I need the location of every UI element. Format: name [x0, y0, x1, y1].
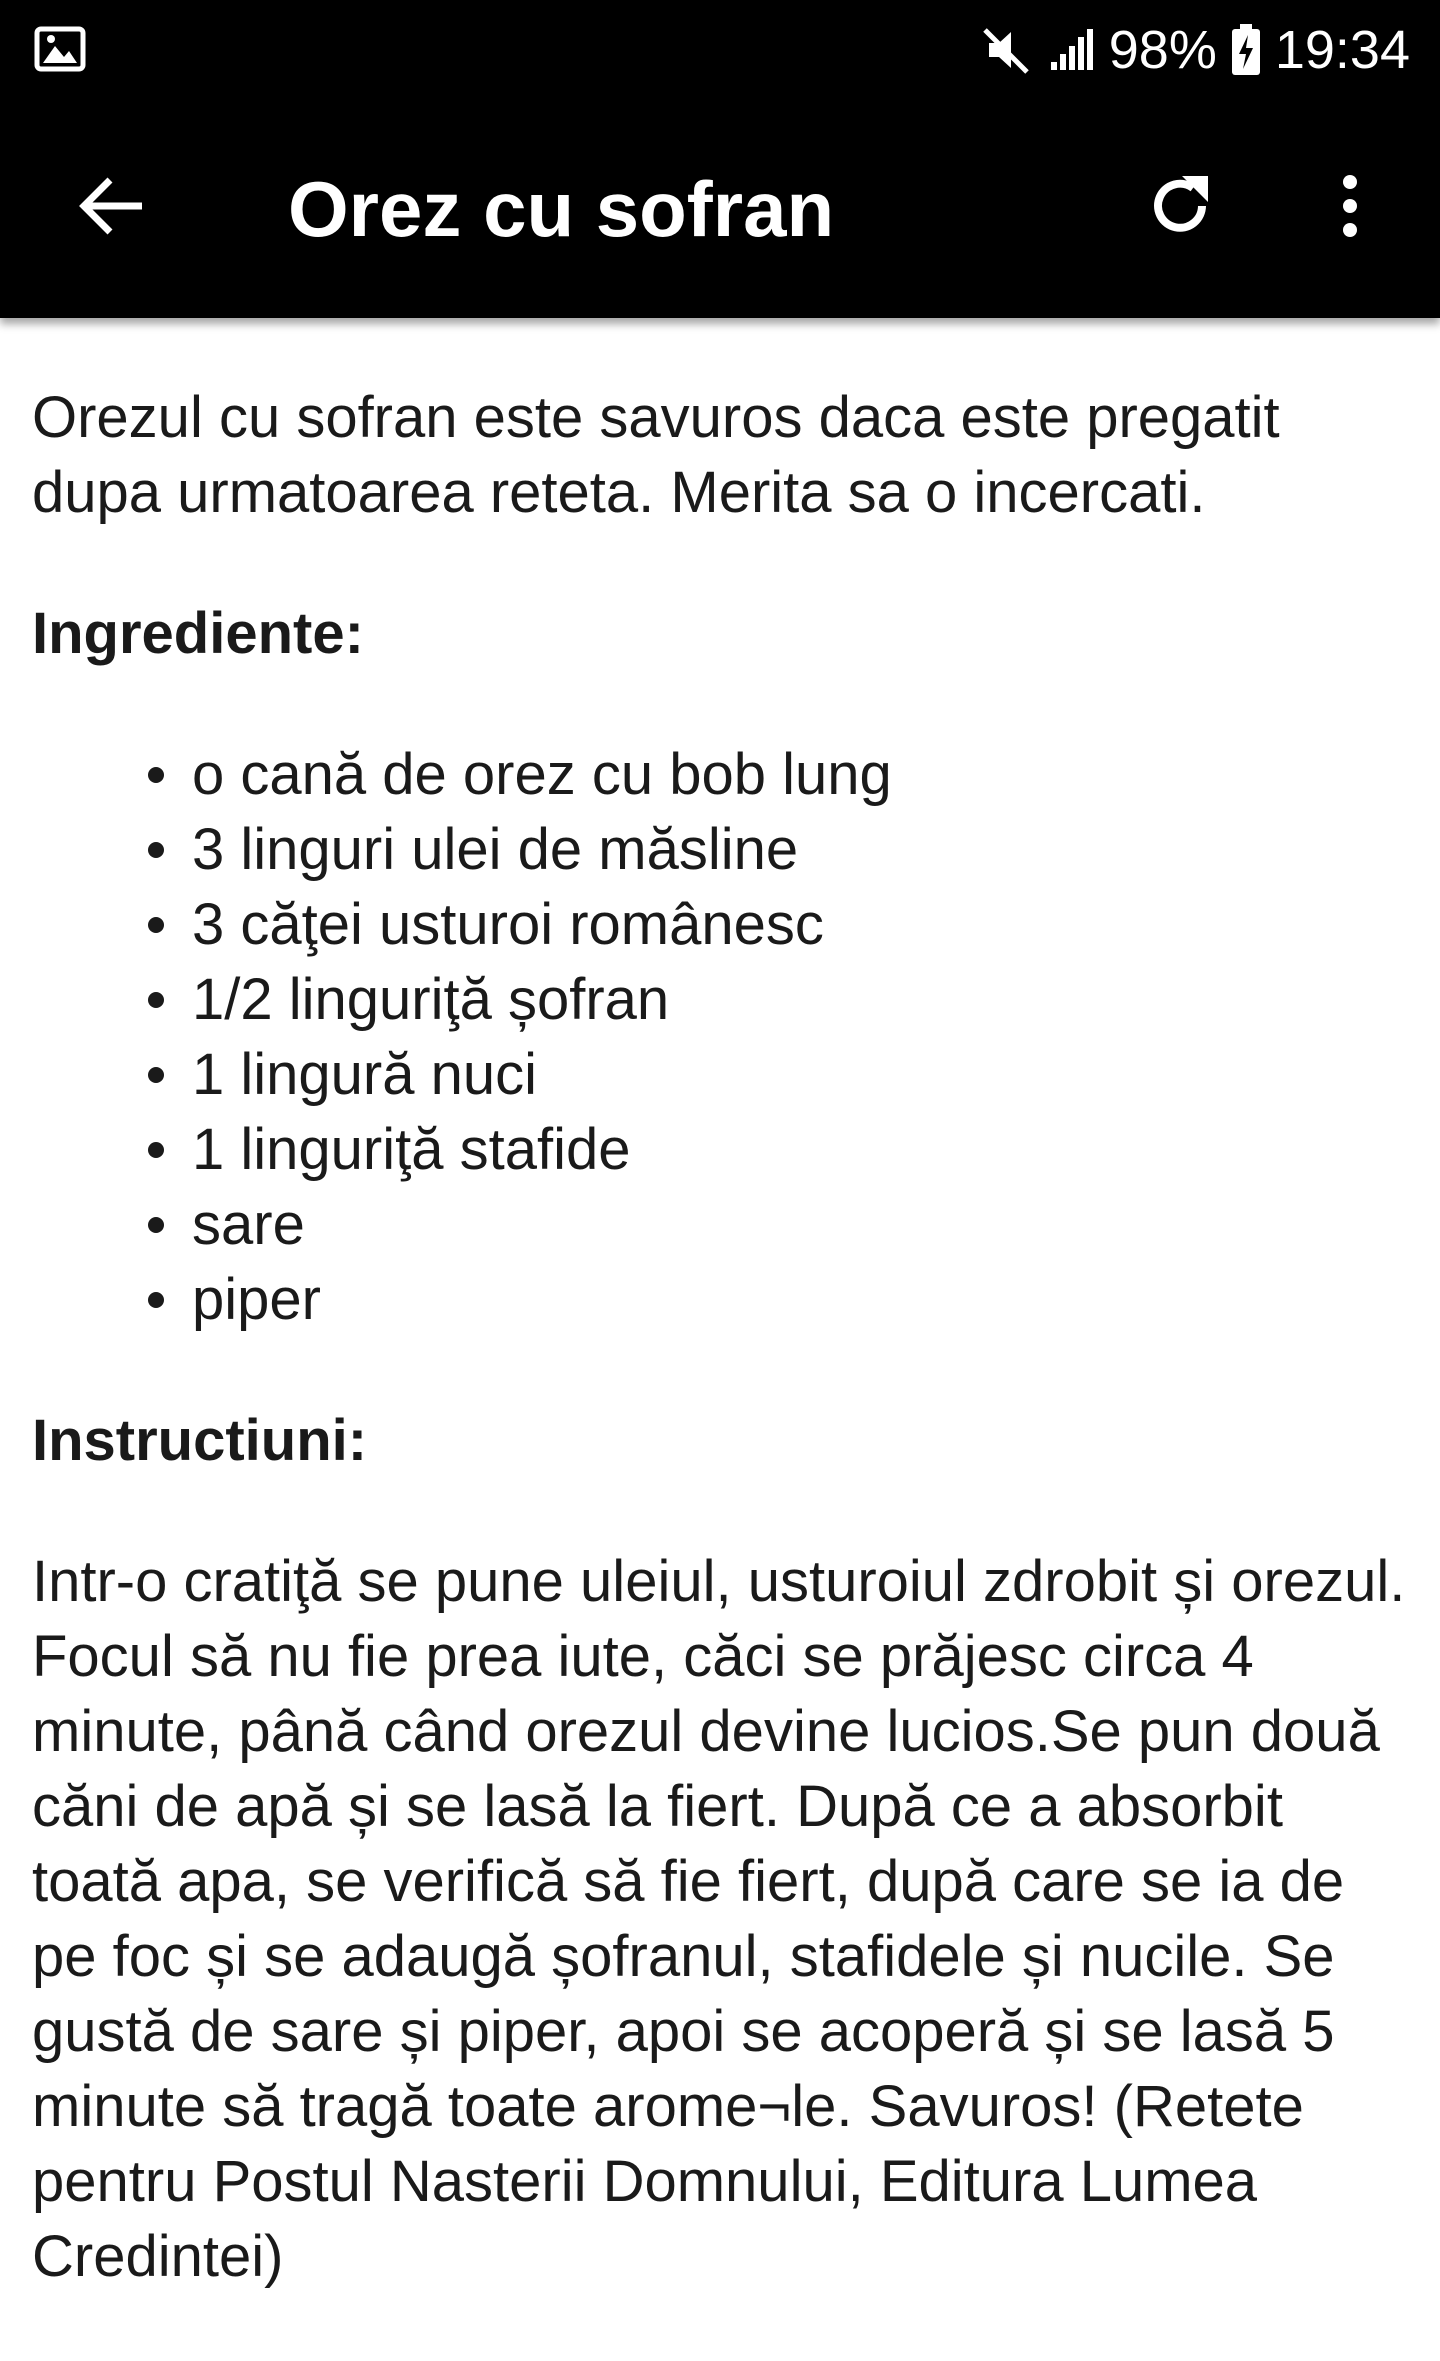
- arrow-left-icon: [76, 170, 148, 247]
- signal-icon: [1047, 26, 1095, 74]
- ingredient-item: o cană de orez cu bob lung: [192, 737, 1417, 812]
- status-bar: [0, 0, 1440, 100]
- ingredient-item: piper: [192, 1262, 1417, 1337]
- image-icon: [34, 26, 86, 72]
- status-indicators: [981, 0, 1410, 100]
- volume-off-icon: [981, 24, 1033, 76]
- clock: 19:34: [1274, 20, 1410, 80]
- battery-charging-icon: [1231, 23, 1261, 77]
- ingredient-item: 1 lingură nuci: [192, 1037, 1417, 1112]
- more-options-button[interactable]: [1300, 158, 1400, 258]
- more-vertical-icon: [1338, 170, 1362, 247]
- page-title: Orez cu sofran: [288, 165, 835, 253]
- ingredient-item: 1 linguriţă stafide: [192, 1112, 1417, 1187]
- ingredients-list: [32, 737, 1417, 1337]
- ingredient-item: 3 linguri ulei de măsline: [192, 812, 1417, 887]
- instructions-text: Intr-o cratiţă se pune uleiul, usturoiul zdrobit și orezul. Focul să nu fie prea iute, căci se prăjesc circa 4 minute, până când orezul devine lucios.Se pun două căni de apă și se lasă la fiert. După ce a absorbit toată apa, se verifică să fie fiert, după care se ia de pe foc și se adaugă șofranul, stafidele și nucile. Se gustă de sare și piper, apoi se acoperă și se lasă 5 minute să tragă toate arome¬le. Savuros! (Retete pentru Postul Nasterii Domnului, Editura Lumea Credintei): [32, 1549, 1406, 2289]
- ingredient-item: 3 căţei usturoi românesc: [192, 887, 1417, 962]
- battery-percent: 98%: [1108, 20, 1217, 80]
- ingredient-item: 1/2 linguriţă șofran: [192, 962, 1417, 1037]
- instructions-heading: Instructiuni:: [32, 1408, 368, 1473]
- refresh-icon: [1144, 170, 1216, 247]
- ingredients-heading: Ingrediente:: [32, 601, 364, 666]
- refresh-button[interactable]: [1130, 158, 1230, 258]
- back-button[interactable]: [62, 158, 162, 258]
- recipe-intro: Orezul cu sofran este savuros daca este pregatit dupa urmatoarea reteta. Merita sa o incercati.: [32, 385, 1280, 525]
- recipe-content: [32, 380, 1417, 2294]
- app-bar: [0, 100, 1440, 318]
- ingredient-item: sare: [192, 1187, 1417, 1262]
